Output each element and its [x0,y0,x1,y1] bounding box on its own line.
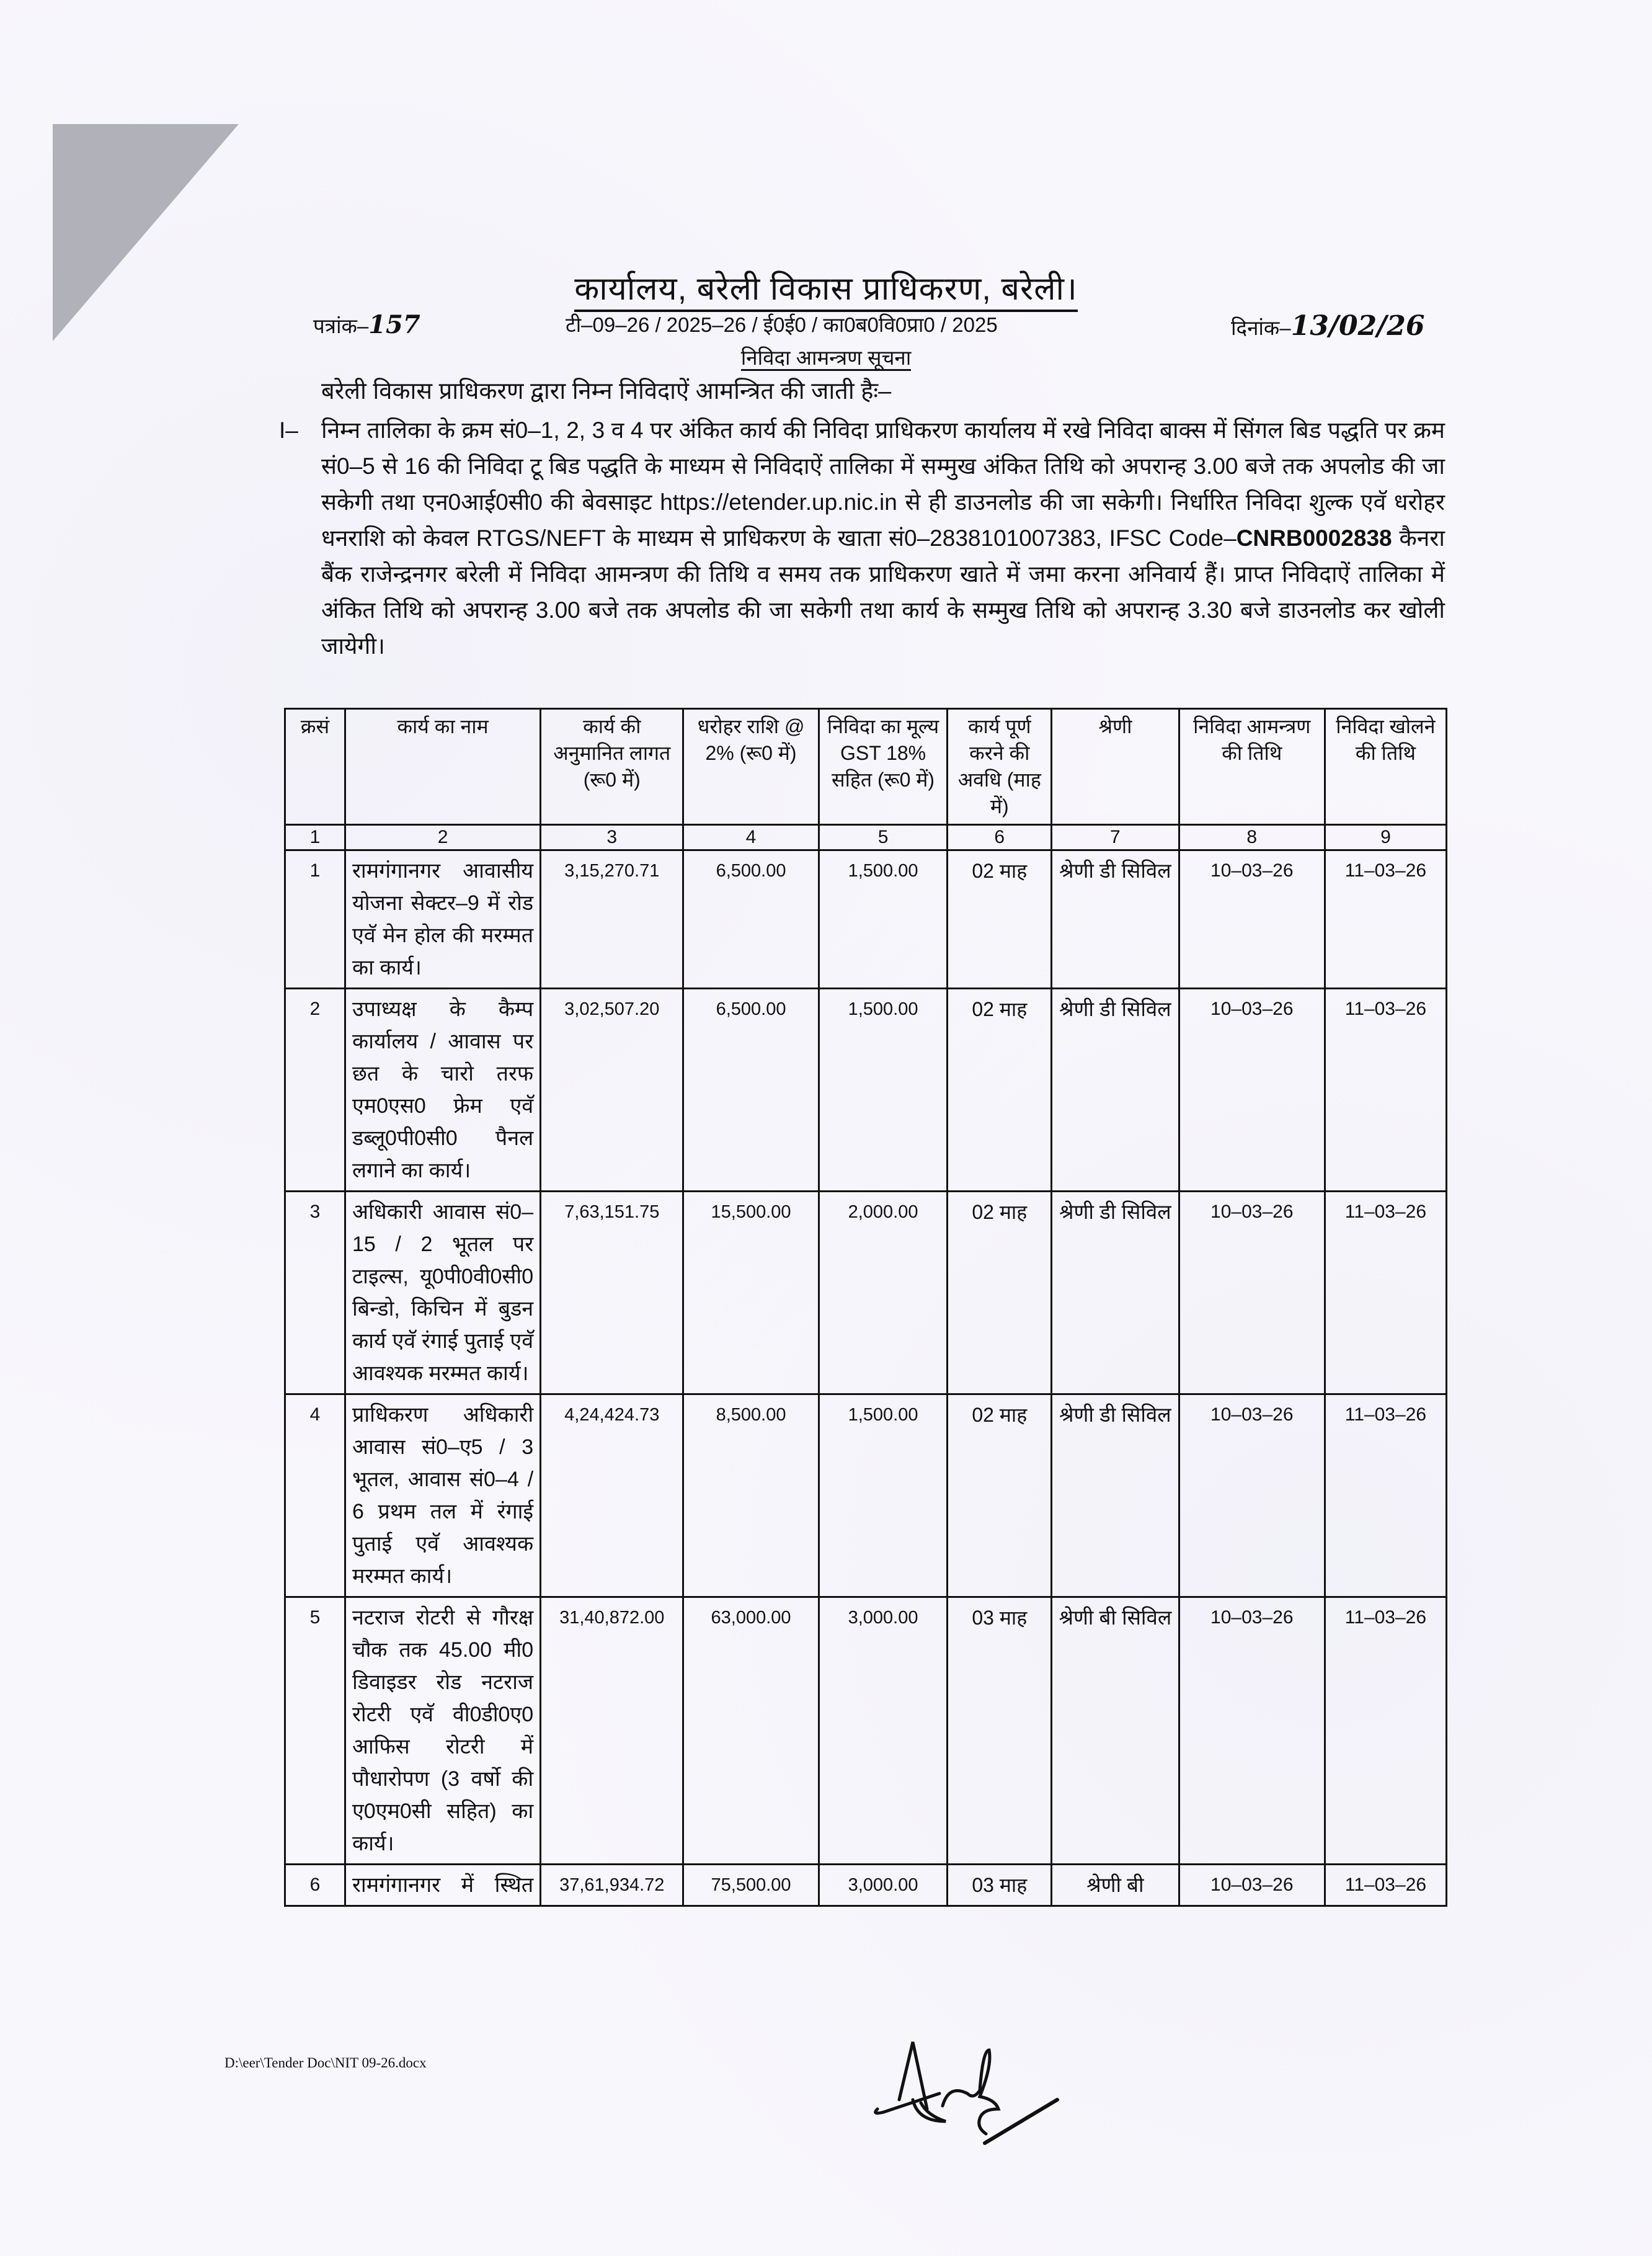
row-tender-fee: 3,000.00 [819,1597,948,1865]
row-work-name: रामगंगानगर आवासीय योजना सेक्टर–9 में रोड एवॅ मेन होल की मरम्मत का कार्य। [345,850,541,989]
column-number-row [285,825,1447,850]
date-label: दिनांक– [1231,316,1291,339]
row-earnest-money: 15,500.00 [683,1192,819,1394]
row-work-name: रामगंगानगर में स्थित [345,1865,541,1906]
row-estimated-cost: 4,24,424.73 [541,1394,683,1597]
header-estimated-cost: कार्य की अनुमानित लागत (रू0 में) [541,709,683,825]
row-work-name: नटराज रोटरी से गौरक्ष चौक तक 45.00 मी0 डिवाइडर रोड नटराज रोटरी एवॅ वी0डी0ए0 आफिस रोटरी में पौधारोपण (3 वर्षो की ए0एम0सी सहित) का कार्य। [345,1597,541,1865]
reference-number [313,310,420,339]
row-completion-period: 02 माह [948,850,1052,989]
row-work-name: उपाध्यक्ष के कैम्प कार्यालय / आवास पर छत के चारो तरफ एम0एस0 फ्रेम एवॅ डब्लू0पी0सी0 पैनल लगाने का कार्य। [345,989,541,1192]
row-earnest-money: 8,500.00 [683,1394,819,1597]
row-open-date: 11–03–26 [1325,850,1446,989]
header-earnest-money: धरोहर राशि @ 2% (रू0 में) [683,709,819,825]
row-completion-period: 03 माह [948,1597,1052,1865]
row-earnest-money: 63,000.00 [683,1597,819,1865]
row-invite-date: 10–03–26 [1179,1394,1325,1597]
column-number: 9 [1325,825,1446,850]
row-serial: 1 [285,850,345,989]
tender-table [284,708,1447,1907]
table-row [285,989,1447,1192]
office-title-text: कार्यालय, बरेली विकास प्राधिकरण, बरेली। [574,271,1077,312]
row-completion-period: 02 माह [948,1394,1052,1597]
row-estimated-cost: 37,61,934.72 [541,1865,683,1906]
header-serial: क्रसं [285,709,345,825]
notice-title-text: निविदा आमन्त्रण सूचना [741,346,912,371]
row-completion-period: 03 माह [948,1865,1052,1906]
row-category: श्रेणी डी सिविल [1052,850,1179,989]
row-invite-date: 10–03–26 [1179,1865,1325,1906]
paragraph-part-2: कैनरा बैंक राजेन्द्रनगर बरेली में निविदा आमन्त्रण की तिथि व समय तक प्राधिकरण खाते में जमा करना अनिवार्य हैं। प्राप्त निविदाऐं तालिका में अंकित तिथि को अपरान्ह 3.00 बजे तक अपलोड की जा सकेगी तथा कार्य के सम्मुख तिथि को अपरान्ह 3.30 बजे डाउनलोड कर खोली जायेगी। [321,525,1445,659]
row-estimated-cost: 7,63,151.75 [541,1192,683,1394]
column-number: 4 [683,825,819,850]
row-serial: 3 [285,1192,345,1394]
row-tender-fee: 1,500.00 [819,850,948,989]
table-row [285,850,1447,989]
header-tender-fee: निविदा का मूल्य GST 18% सहित (रू0 में) [819,709,948,825]
row-earnest-money: 75,500.00 [683,1865,819,1906]
row-open-date: 11–03–26 [1325,989,1446,1192]
row-completion-period: 02 माह [948,1192,1052,1394]
row-tender-fee: 1,500.00 [819,989,948,1192]
row-invite-date: 10–03–26 [1179,850,1325,989]
table-row [285,1865,1447,1906]
row-tender-fee: 3,000.00 [819,1865,948,1906]
row-serial: 6 [285,1865,345,1906]
header-open-date: निविदा खोलने की तिथि [1325,709,1446,825]
row-category: श्रेणी डी सिविल [1052,1394,1179,1597]
row-earnest-money: 6,500.00 [683,989,819,1192]
table-header-row [285,709,1447,825]
paragraph-part-1: निम्न तालिका के क्रम सं0–1, 2, 3 व 4 पर अंकित कार्य की निविदा प्राधिकरण कार्यालय में रखे निविदा बाक्स में सिंगल बिड पद्धति पर क्रम सं0–5 से 16 की निविदा टू बिड पद्धति के माध्यम से निविदाऐं तालिका में सम्मुख अंकित तिथि को अपरान्ह 3.00 बजे तक अपलोड की जा सकेगी तथा एन0आई0सी0 की बेवसाइट https://etender.up.nic.in से ही डाउनलोड की जा सकेगी। निर्धारित निविदा शुल्क एवॅ धरोहर धनराशि को केवल RTGS/NEFT के माध्यम से प्राधिकरण के खाता सं0–2838101007383, IFSC Code– [321,417,1445,551]
row-completion-period: 02 माह [948,989,1052,1192]
row-serial: 5 [285,1597,345,1865]
column-number: 6 [948,825,1052,850]
header-invite-date: निविदा आमन्त्रण की तिथि [1179,709,1325,825]
column-number: 3 [541,825,683,850]
reference-date [1231,310,1424,342]
row-tender-fee: 2,000.00 [819,1192,948,1394]
column-number: 2 [345,825,541,850]
row-category: श्रेणी डी सिविल [1052,989,1179,1192]
file-path-footer: D:\eer\Tender Doc\NIT 09-26.docx [224,2055,427,2071]
row-earnest-money: 6,500.00 [683,850,819,989]
row-work-name: अधिकारी आवास सं0–15 / 2 भूतल पर टाइल्स, यू0पी0वी0सी0 बिन्डो, किचिन में बुडन कार्य एवॅ रंगाई पुताई एवॅ आवश्यक मरम्मत कार्य। [345,1192,541,1394]
table-row [285,1597,1447,1865]
reference-code: टी–09–26 / 2025–26 / ई0ई0 / का0ब0वि0प्रा0 / 2025 [566,313,998,336]
notice-title [0,343,1652,371]
row-invite-date: 10–03–26 [1179,1597,1325,1865]
reference-label: पत्रांक– [313,314,369,337]
row-tender-fee: 1,500.00 [819,1394,948,1597]
row-category: श्रेणी बी सिविल [1052,1597,1179,1865]
row-open-date: 11–03–26 [1325,1597,1446,1865]
row-serial: 2 [285,989,345,1192]
row-invite-date: 10–03–26 [1179,989,1325,1192]
row-open-date: 11–03–26 [1325,1192,1446,1394]
column-number: 7 [1052,825,1179,850]
row-estimated-cost: 3,02,507.20 [541,989,683,1192]
office-title [0,265,1652,310]
header-work-name: कार्य का नाम [345,709,541,825]
row-work-name: प्राधिकरण अधिकारी आवास सं0–ए5 / 3 भूतल, आवास सं0–4 / 6 प्रथम तल में रंगाई पुताई एवॅ आवश्यक मरम्मत कार्य। [345,1394,541,1597]
table-row [285,1394,1447,1597]
row-category: श्रेणी डी सिविल [1052,1192,1179,1394]
row-category: श्रेणी बी [1052,1865,1179,1906]
reference-row [313,310,1429,347]
row-serial: 4 [285,1394,345,1597]
paragraph-text [321,412,1445,664]
signature [868,2041,1067,2152]
roman-numeral: I– [279,417,298,443]
row-open-date: 11–03–26 [1325,1394,1446,1597]
reference-number-handwritten: 157 [368,310,420,339]
intro-line: बरेली विकास प्राधिकरण द्वारा निम्न निविदाऐं आमन्त्रित की जाती हैः– [321,378,892,404]
header-completion-period: कार्य पूर्ण करने की अवधि (माह में) [948,709,1052,825]
tender-instructions-paragraph [279,412,1445,664]
column-number: 1 [285,825,345,850]
row-open-date: 11–03–26 [1325,1865,1446,1906]
column-number: 5 [819,825,948,850]
date-handwritten: 13/02/26 [1290,310,1425,342]
ifsc-code: CNRB0002838 [1236,525,1392,551]
row-estimated-cost: 31,40,872.00 [541,1597,683,1865]
column-number: 8 [1179,825,1325,850]
header-category: श्रेणी [1052,709,1179,825]
row-estimated-cost: 3,15,270.71 [541,850,683,989]
row-invite-date: 10–03–26 [1179,1192,1325,1394]
table-row [285,1192,1447,1394]
